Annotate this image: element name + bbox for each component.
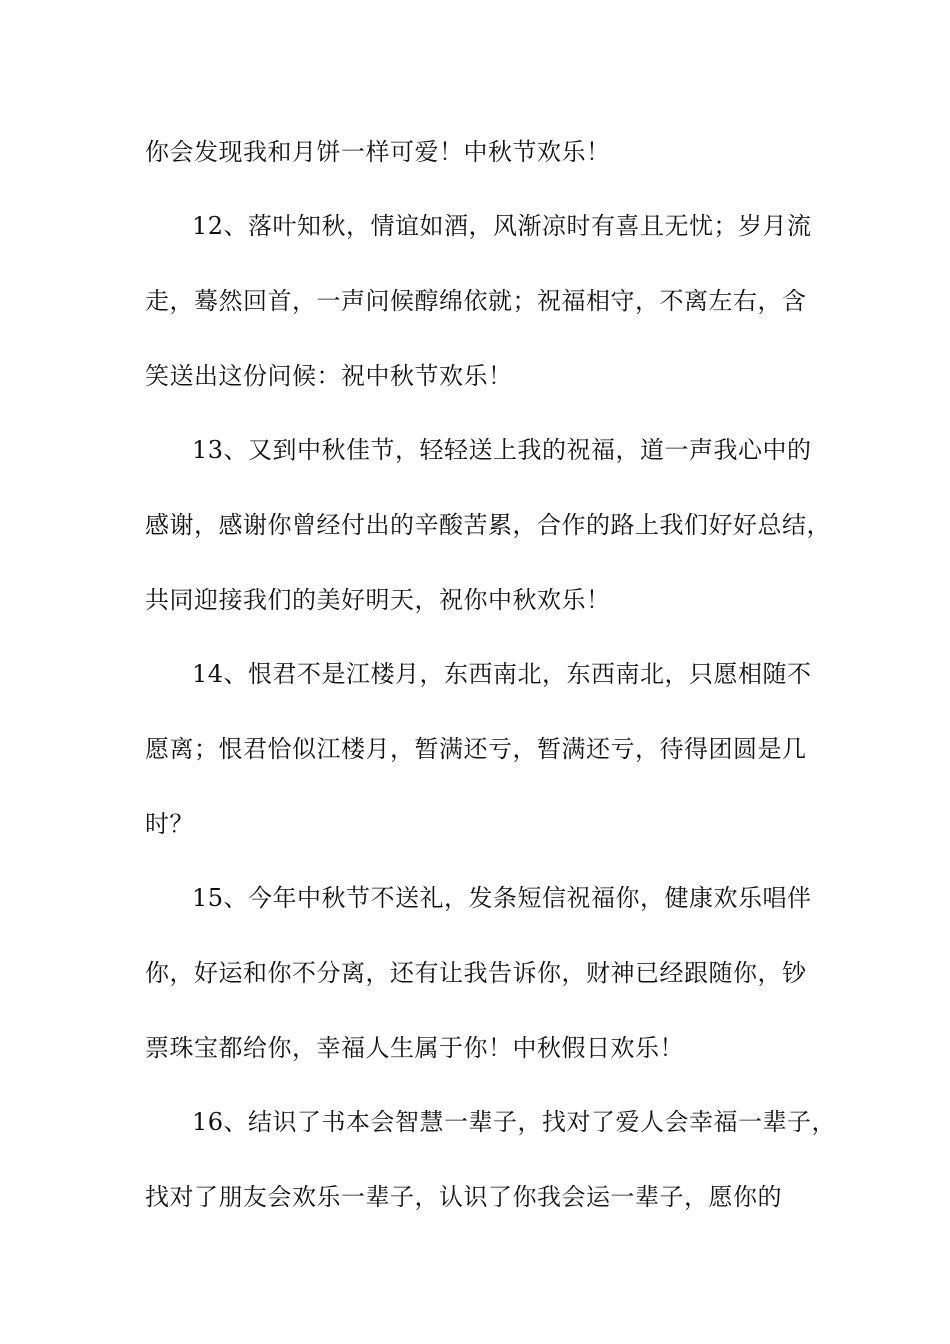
- paragraph-12-line-1: 12、落叶知秋，情谊如酒，风渐凉时有喜且无忧；岁月流: [192, 212, 812, 240]
- paragraph-16-line-1: 16、结识了书本会智慧一辈子，找对了爱人会幸福一辈子，: [192, 1108, 837, 1136]
- paragraph-14-line-1: 14、恨君不是江楼月，东西南北，东西南北，只愿相随不: [192, 660, 812, 688]
- paragraph-13-line-1: 13、又到中秋佳节，轻轻送上我的祝福，道一声我心中的: [192, 436, 812, 464]
- text-line: 票珠宝都给你，幸福人生属于你！中秋假日欢乐！: [145, 1034, 684, 1062]
- text-line: 你，好运和你不分离，还有让我告诉你，财神已经跟随你，钞: [145, 959, 807, 987]
- text-line: 愿离；恨君恰似江楼月，暂满还亏，暂满还亏，待得团圆是几: [145, 735, 807, 763]
- text-line: 笑送出这份问候：祝中秋节欢乐！: [145, 362, 513, 390]
- paragraph-15-line-1: 15、今年中秋节不送礼，发条短信祝福你，健康欢乐唱伴: [192, 884, 812, 912]
- text-line: 感谢，感谢你曾经付出的辛酸苦累，合作的路上我们好好总结，: [145, 511, 831, 539]
- text-line: 时？: [145, 810, 194, 838]
- text-line: 你会发现我和月饼一样可爱！中秋节欢乐！: [145, 138, 611, 166]
- text-line: 走，蓦然回首，一声问候醇绵依就；祝福相守，不离左右，含: [145, 287, 807, 315]
- text-line: 共同迎接我们的美好明天，祝你中秋欢乐！: [145, 586, 611, 614]
- text-line: 找对了朋友会欢乐一辈子，认识了你我会运一辈子，愿你的: [145, 1183, 782, 1211]
